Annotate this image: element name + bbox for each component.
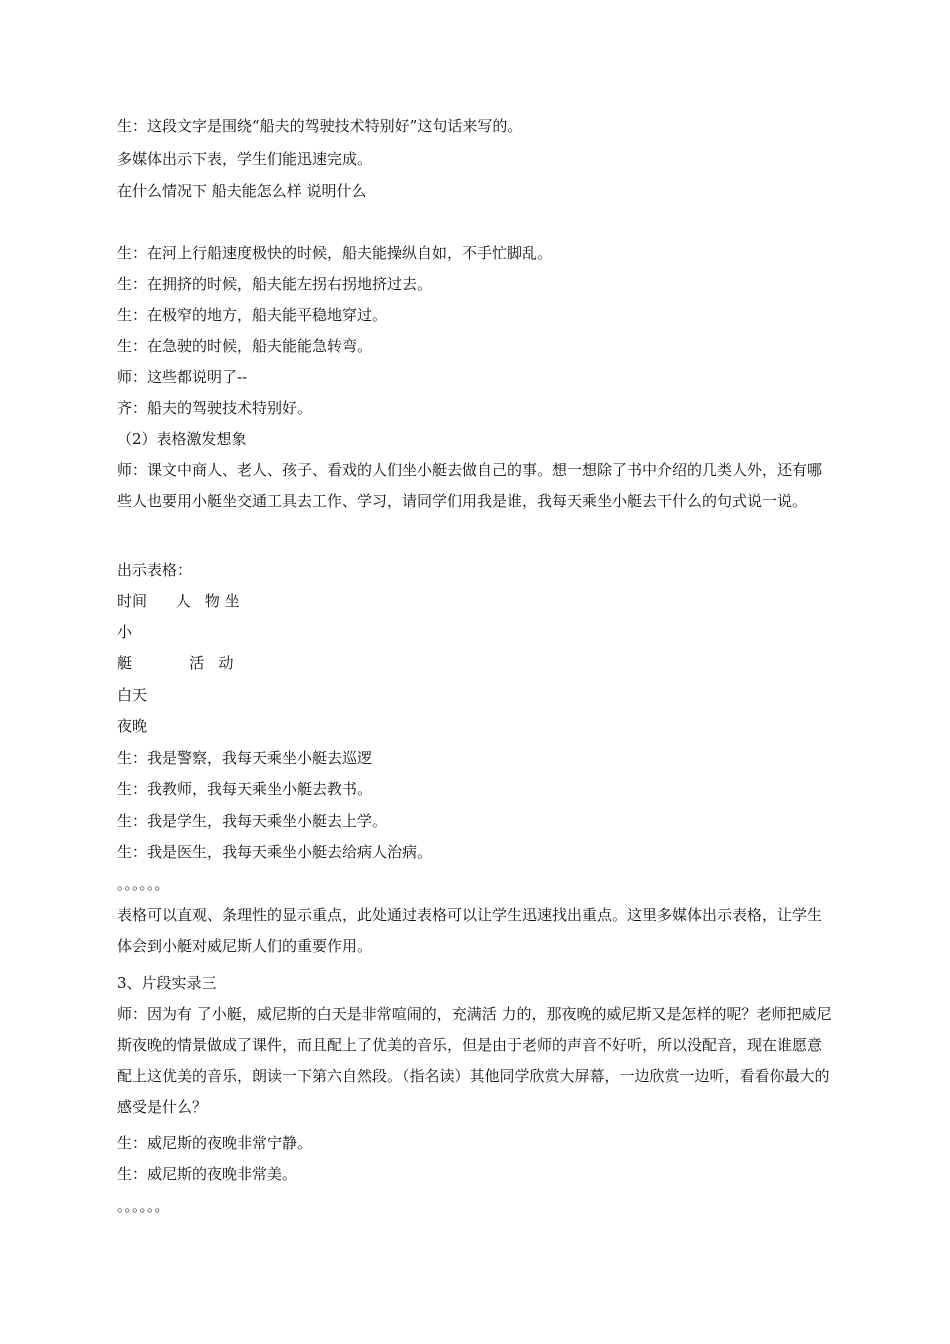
table-line: 艇 活 动 <box>117 654 234 672</box>
paragraph: 生：我是警察，我每天乘坐小艇去巡逻 <box>117 749 373 767</box>
paragraph: 表格可以直观、条理性的显示重点，此处通过表格可以让学生迅速找出重点。这里多媒体出示表格，让学生体会到小艇对威尼斯人们的重要作用。 <box>117 906 823 955</box>
paragraph: 生：在河上行船速度极快的时候，船夫能操纵自如，不手忙脚乱。 <box>117 244 553 262</box>
paragraph: 师：因为有 了小艇，威尼斯的白天是非常喧闹的，充满活 力的，那夜晚的威尼斯又是怎样的呢？老师把威尼斯夜晚的情景做成了课件，而且配上了优美的音乐，但是由于老师的声音不好听，所以没配音，现在谁愿意配上这优美的音乐，朗读一下第六自然段。（指名读）其他同学欣赏大屏幕，一边欣赏一边听，看看你最大的感受是什么？ <box>117 1005 832 1116</box>
table-header-line: 在什么情况下 船夫能怎么样 说明什么 <box>117 182 367 200</box>
paragraph: 生：这段文字是围绕“船夫的驾驶技术特别好”这句话来写的。 <box>117 117 523 135</box>
paragraph: 生：在拥挤的时候，船夫能左拐右拐地挤过去。 <box>117 275 433 293</box>
paragraph: 生：我教师，我每天乘坐小艇去教书。 <box>117 780 373 798</box>
ellipsis-line: 。。。。。。 <box>117 1197 170 1215</box>
paragraph: 齐：船夫的驾驶技术特别好。 <box>117 399 313 417</box>
table-line: 夜晚 <box>117 717 148 735</box>
section-heading: 3、片段实录三 <box>117 974 217 992</box>
paragraph: 生：在极窄的地方，船夫能平稳地穿过。 <box>117 306 388 324</box>
table-line: 白天 <box>117 686 148 704</box>
ellipsis-line: 。。。。。。 <box>117 875 170 893</box>
paragraph: 生：威尼斯的夜晚非常美。 <box>117 1165 298 1183</box>
table-line: 时间 人 物 坐 <box>117 592 240 610</box>
section-heading: （2）表格激发想象 <box>117 430 247 448</box>
paragraph: 师：这些都说明了-- <box>117 368 248 386</box>
paragraph: 师：课文中商人、老人、孩子、看戏的人们坐小艇去做自己的事。想一想除了书中介绍的几类人外，还有哪些人也要用小艇坐交通工具去工作、学习，请同学们用我是谁，我每天乘坐小艇去干什么的句式说一说。 <box>117 461 823 510</box>
paragraph: 生：威尼斯的夜晚非常宁静。 <box>117 1134 313 1152</box>
paragraph: 出示表格： <box>117 561 193 579</box>
paragraph: 多媒体出示下表，学生们能迅速完成。 <box>117 150 373 168</box>
paragraph: 生：在急驶的时候，船夫能能急转弯。 <box>117 337 373 355</box>
paragraph: 生：我是学生，我每天乘坐小艇去上学。 <box>117 812 388 830</box>
paragraph: 生：我是医生，我每天乘坐小艇去给病人治病。 <box>117 843 433 861</box>
table-line: 小 <box>117 623 133 641</box>
